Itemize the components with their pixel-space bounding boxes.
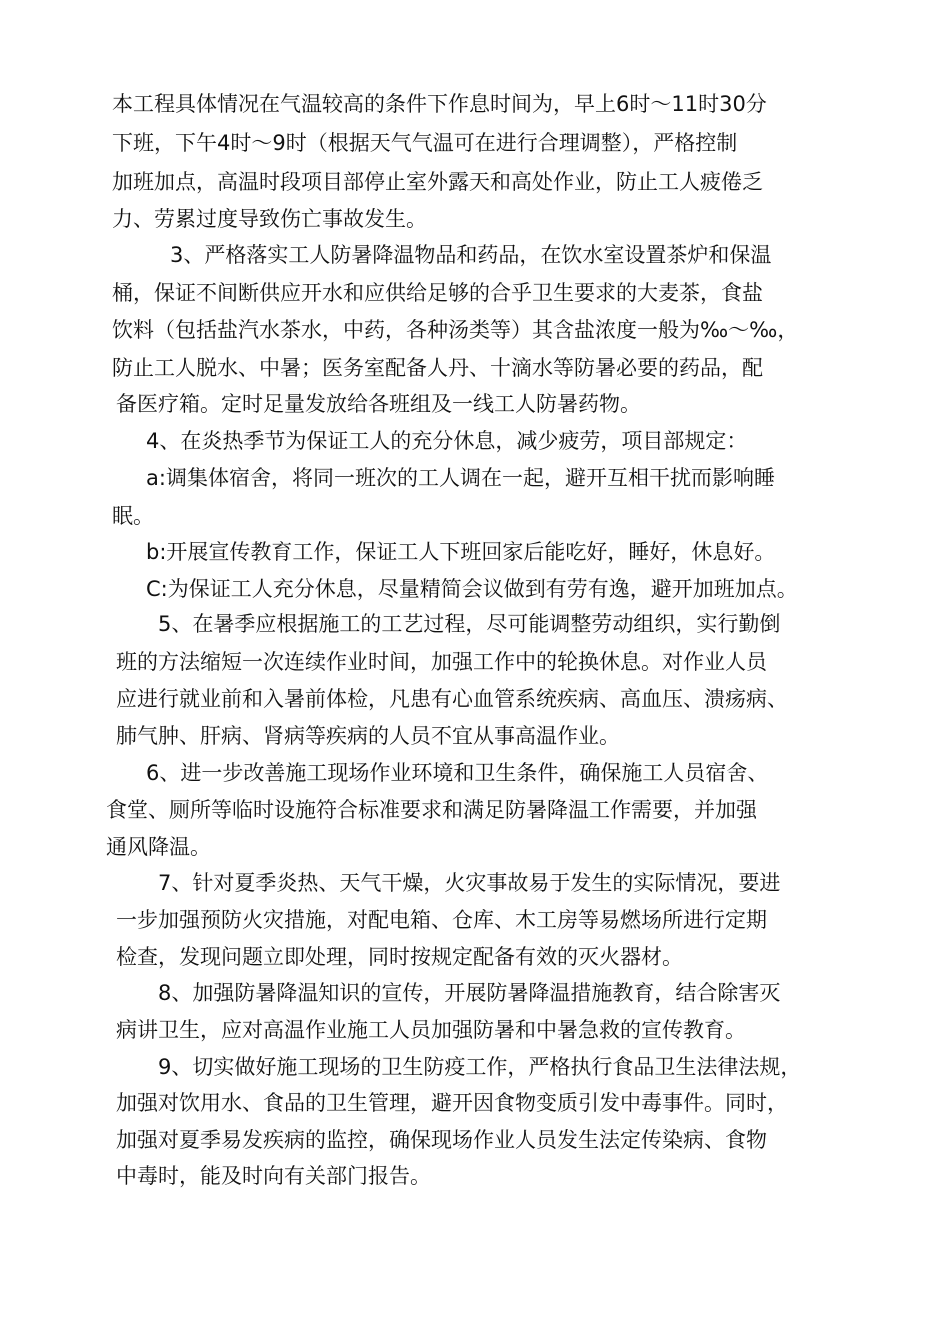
text-line: 力、劳累过度导致伤亡事故发生。	[112, 207, 427, 231]
text-line: 8、加强防暑降温知识的宣传，开展防暑降温措施教育，结合除害灭	[158, 981, 781, 1005]
text-line: 加班加点，高温时段项目部停止室外露天和高处作业，防止工人疲倦乏	[112, 170, 763, 194]
text-line: 5、在暑季应根据施工的工艺过程，尽可能调整劳动组织，实行勤倒	[158, 612, 781, 636]
text-line: 6、进一步改善施工现场作业环境和卫生条件，确保施工人员宿舍、	[146, 761, 769, 785]
text-line: 应进行就业前和入暑前体检，凡患有心血管系统疾病、高血压、溃疡病、	[116, 687, 788, 711]
text-line: 9、切实做好施工现场的卫生防疫工作，严格执行食品卫生法律法规，	[158, 1055, 802, 1079]
text-line: 7、针对夏季炎热、天气干燥，火灾事故易于发生的实际情况，要进	[158, 871, 781, 895]
text-line: 桶，保证不间断供应开水和应供给足够的合乎卫生要求的大麦茶，食盐	[112, 281, 763, 305]
text-line: 食堂、厕所等临时设施符合标准要求和满足防暑降温工作需要，并加强	[106, 798, 757, 822]
text-line: 病讲卫生，应对高温作业施工人员加强防暑和中暑急救的宣传教育。	[116, 1018, 746, 1042]
text-line: 防止工人脱水、中暑；医务室配备人丹、十滴水等防暑必要的药品，配	[112, 356, 763, 380]
text-line: 4、在炎热季节为保证工人的充分休息，减少疲劳，项目部规定：	[146, 429, 748, 453]
text-line: 饮料（包括盐汽水茶水，中药，各种汤类等）其含盐浓度一般为‰～‰，	[112, 318, 799, 342]
text-line: 加强对夏季易发疾病的监控，确保现场作业人员发生法定传染病、食物	[116, 1128, 767, 1152]
text-line: b:开展宣传教育工作，保证工人下班回家后能吃好，睡好，休息好。	[146, 540, 776, 564]
text-line: 中毒时，能及时向有关部门报告。	[116, 1164, 431, 1188]
text-line: 本工程具体情况在气温较高的条件下作息时间为，早上6时～11时30分	[112, 92, 767, 116]
text-line: 肺气肿、肝病、肾病等疾病的人员不宜从事高温作业。	[116, 724, 620, 748]
text-line: 下班，下午4时～9时（根据天气气温可在进行合理调整），严格控制	[112, 131, 738, 155]
text-line: 检查，发现问题立即处理，同时按规定配备有效的灭火器材。	[116, 945, 683, 969]
text-line: 眠。	[112, 504, 154, 528]
text-line: 3、严格落实工人防暑降温物品和药品，在饮水室设置茶炉和保温	[170, 243, 772, 267]
text-line: C:为保证工人充分休息，尽量精简会议做到有劳有逸，避开加班加点。	[146, 577, 798, 601]
text-line: a:调集体宿舍，将同一班次的工人调在一起，避开互相干扰而影响睡	[146, 466, 775, 490]
text-line: 班的方法缩短一次连续作业时间，加强工作中的轮换休息。对作业人员	[116, 650, 767, 674]
text-line: 加强对饮用水、食品的卫生管理，避开因食物变质引发中毒事件。同时，	[116, 1091, 788, 1115]
text-line: 一步加强预防火灾措施，对配电箱、仓库、木工房等易燃场所进行定期	[116, 908, 767, 932]
text-line: 备医疗箱。定时足量发放给各班组及一线工人防暑药物。	[116, 392, 641, 416]
text-line: 通风降温。	[106, 835, 211, 859]
